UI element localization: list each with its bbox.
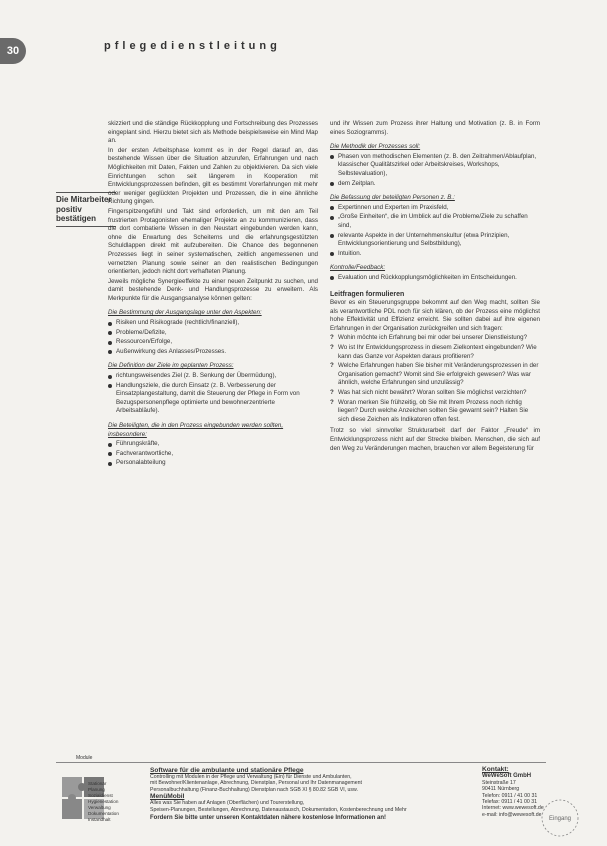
list-item: Expertinnen und Experten im Praxisfeld,	[330, 204, 540, 213]
question-item: ? Welche Erfahrungen haben Sie bisher mit Veränderungsprozessen in der Organisation gemacht? Womit sind Sie erfolgreich gewesen? Was war ähnlich, welche Erfahrungen sind unzulässig?	[330, 362, 540, 388]
footer-main-text	[150, 767, 450, 821]
subheading: Die Methodik der Prozesses soll:	[330, 143, 421, 151]
list-item: Führungskräfte,	[108, 440, 318, 449]
list-item: Probleme/Defizite,	[108, 329, 318, 338]
bullet-list	[330, 153, 540, 188]
module-item: Stationär	[88, 781, 107, 786]
paragraph: Bevor es ein Steuerungsgruppe bekommt auf den Weg macht, sollten Sie als verantwortliche PDL noch für sich klären, ob der Prozess eine möglichst hohe Effektivität und Effizienz erreicht. Sie sollten dabei auf ihre eigenen Erfahrungen in der Organisation zurückgreifen und sich fragen:	[330, 299, 540, 332]
list-item: Personalabteilung	[108, 459, 318, 468]
section-heading: Leitfragen formulieren	[330, 290, 405, 298]
list-item: Ressourcen/Erfolge,	[108, 338, 318, 347]
subheading: Die Beteiligten, die in den Prozess eingebunden werden sollten, insbesondere:	[108, 422, 284, 438]
bullet-list	[108, 319, 318, 356]
module-item: Sozialdienst	[88, 793, 113, 798]
ad-line: Personalbuchhaltung (Finanz-Buchhaltung) Dienstplan nach SGB XI § 80.82 SGB VI, usw.	[150, 786, 358, 793]
question-list	[330, 334, 540, 424]
question-item: ? Was hat sich nicht bewährt? Woran sollten Sie möglichst verzichten?	[330, 389, 540, 398]
ad-line: Speisen-Planungen, Bestellungen, Abrechnung, Datenaustausch, Dokumentation, Kostenberechnung und Mehr	[150, 806, 407, 813]
subheading: Kontrolle/Feedback:	[330, 264, 386, 272]
question-item: ? Wohin möchte ich Erfahrung bei mir oder bei unserer Dienstleistung?	[330, 334, 540, 343]
question-item: ? Woran merken Sie frühzeitig, ob Sie mit Ihrem Prozess noch richtig liegen? Durch welche Anzeichen sollten Sie gewarnt sein? Halten Sie sich diese Zeichen als Indikatoren offen fest.	[330, 399, 540, 425]
list-item: Fachverantwortliche,	[108, 450, 318, 459]
paragraph: Jeweils mögliche Synergieeffekte zu einer neuen Zeitpunkt zu suchen, und damit bestehende Denk- und Handlungsprozesse zu erweitern. Als Merkpunkte für die Ausgangsanalyse können gelten:	[108, 277, 318, 302]
page-number: 30	[0, 38, 26, 64]
list-item: Risiken und Risikograde (rechtlich/finanziell),	[108, 319, 318, 328]
ad-call-to-action: Fordern Sie bitte unter unseren Kontaktdaten nähere kostenlose Informationen an!	[150, 815, 387, 822]
paragraph: Fingerspitzengefühl und Takt sind erforderlich, um mit den am Teil frustrierten Protagonisten ehemaliger Projekte an zu kommunizieren, dass die dort combatierte Wissen in den Neustart eingebunden werden kann, ohne die Erwartung des Scheiterns und die erfahrungsgestützten Schuldlappen direkt mit aufzubereiten. Die Chance des begonnenen Prozesses liegt in seiner systematischen, zeitlich angemessenen und vernetzten Planung sowie seiner an den realistischen Bedingungen orientierten, jedoch nicht dort verhafteten Planung.	[108, 207, 318, 276]
list-item: relevante Aspekte in der Unternehmenskultur (etwa Prinzipien, Entwicklungsorientierung und Selbstbildung),	[330, 232, 540, 249]
right-column	[330, 120, 540, 454]
list-item: Handlungsziele, die durch Einsatz (z. B. Verbesserung der Einsatzplangestaltung, damit die Steuerung der Pflege in Form von Bezugspersonenpflege optimierte und bewohnerzentrierte Arbeitsabläufe).	[108, 382, 318, 416]
running-head: pflegedienstleitung	[104, 40, 281, 52]
module-item: Instandhalt	[88, 817, 111, 822]
ad-line: Alles was Sie haben auf Anlagen (Oberflächen) und Tourerstellung,	[150, 800, 305, 807]
contact-line: Telefax: 0911 / 41 00 31	[482, 799, 537, 806]
list-item: Außenwirkung des Anlasses/Prozesses.	[108, 348, 318, 357]
contact-line: Telefon: 0911 / 41 00 31	[482, 792, 538, 799]
module-list	[88, 781, 119, 823]
received-stamp-icon	[538, 796, 582, 840]
contact-line: e-mail: info@wewesoft.de	[482, 811, 542, 818]
subheading: Die Definition der Ziele im geplanten Prozess:	[108, 362, 234, 370]
ad-line: Controlling mit Modulen in der Pflege und Verwaltung (Ein) für Dienste und Ambulanten,	[150, 774, 352, 780]
contact-line: Steinstraße 17	[482, 779, 516, 786]
company-name: WeWeSoft GmbH	[482, 773, 532, 780]
list-item: Phasen von methodischen Elementen (z. B. den Zeitrahmen/Ablaufplan, klassischer Qualitätszirkel oder Arbeitskreises, Workshops, Selbstevaluation),	[330, 153, 540, 179]
bullet-list	[108, 440, 318, 468]
ad-line: mit Bewohner/Klientenanlage, Abrechnung, Dienstplan, Personal und Ihr Datenmanagement	[150, 780, 362, 787]
bullet-list	[108, 372, 318, 416]
logo-label: Module	[76, 755, 93, 761]
list-item: „Große Einheiten“, die im Umblick auf die Probleme/Ziele zu schaffen sind,	[330, 213, 540, 230]
bullet-list	[330, 274, 540, 283]
contact-title: Kontakt:	[482, 766, 509, 773]
list-item: dem Zeitplan.	[330, 180, 540, 189]
module-item: Planung	[88, 787, 105, 792]
question-item: ? Wo ist Ihr Entwicklungsprozess in diesem Zielkontext eingebunden? Wie kann das Ganze vor Aspekten daraus profitieren?	[330, 344, 540, 361]
list-item: Intuition.	[330, 250, 540, 259]
module-item: Verwaltung	[88, 805, 111, 810]
subheading: Die Befassung der beteiligten Personen z. B.:	[330, 194, 455, 202]
subheading: Die Bestimmung der Ausgangslage unter den Aspekten:	[108, 309, 262, 317]
bullet-list	[330, 204, 540, 259]
left-column	[108, 120, 318, 471]
contact-line: 90411 Nürnberg	[482, 786, 520, 793]
module-item: Dokumentation	[88, 811, 119, 816]
ad-title: Software für die ambulante und stationäre Pflege	[150, 767, 304, 774]
list-item: Evaluation und Rückkopplungsmöglichkeiten im Entscheidungen.	[330, 274, 540, 283]
margin-pull-quote: Die Mitarbeiter positiv bestätigen	[56, 190, 116, 229]
paragraph: Trotz so viel sinnvoller Strukturarbeit darf der Faktor „Freude“ im Entwicklungsprozess nicht auf der Strecke bleiben. Menschen, die sich auf den Weg zu Veränderungen machen, brauchen vor allem Begeisterung für	[330, 427, 540, 452]
module-item: Hygienestation	[88, 799, 119, 804]
footer-advertisement	[56, 755, 546, 829]
ad-title: MenüMobil	[150, 793, 185, 801]
paragraph: skizziert und die ständige Rückkopplung und Fortschreibung des Prozesses eingeplant sind. Hierzu bietet sich als Methode beispielsweise ein Mind Map an.	[108, 120, 318, 145]
contact-line: Internet: www.wewesoft.de	[482, 805, 544, 812]
paragraph: In der ersten Arbeitsphase kommt es in der Regel darauf an, das bestehende Wissen über die Situation abzurufen, Erfahrungen und nach Möglichkeiten mit Daten, Fakten und Zahlen zu objektivieren. Da sich viele Einrichtungen schon seit längerem in Kooperation mit Entwicklungsprozessen befinden, gilt es bestimmt Vorerfahrungen mit mehr oder weniger geglückten Projekten und Prozessen, die in eine ähnliche Richtung gingen.	[108, 146, 318, 206]
paragraph: und ihr Wissen zum Prozess ihrer Haltung und Motivation (z. B. in Form eines Soziogramms).	[330, 120, 540, 136]
stamp-text: Eingang	[548, 816, 572, 822]
list-item: richtungsweisendes Ziel (z. B. Senkung der Übermüdung),	[108, 372, 318, 381]
